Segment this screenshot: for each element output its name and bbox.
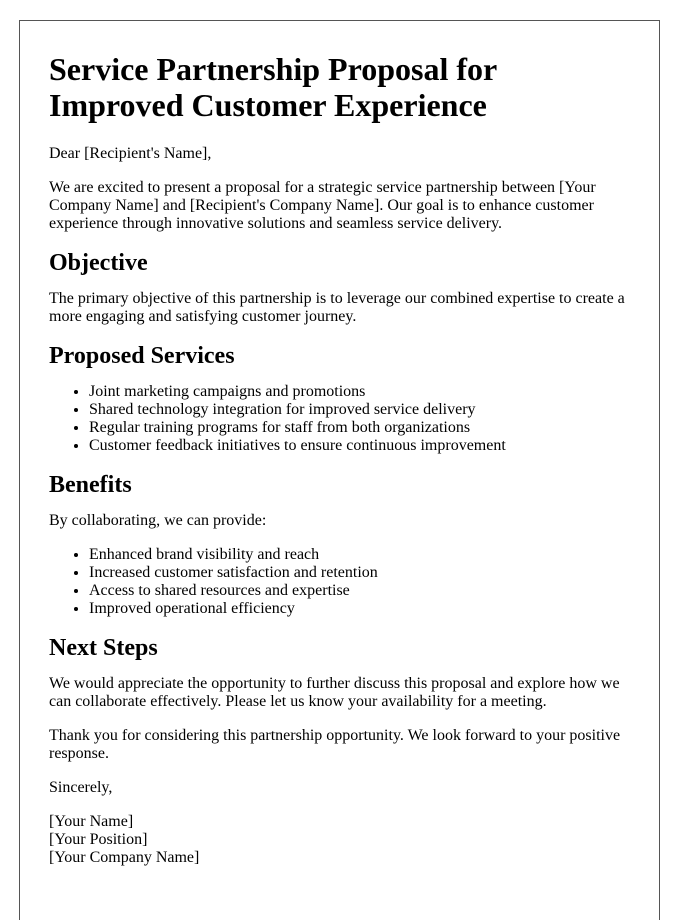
services-list <box>49 383 630 455</box>
services-section <box>49 342 630 455</box>
list-item: • Enhanced brand visibility and reach <box>89 546 630 564</box>
list-item: • Access to shared resources and expertise <box>89 582 630 600</box>
objective-section <box>49 249 630 326</box>
letter-page <box>19 20 660 920</box>
next-steps-heading: Next Steps <box>49 635 158 661</box>
services-heading: Proposed Services <box>49 343 235 369</box>
benefits-intro: By collaborating, we can provide: <box>49 512 267 529</box>
signoff: Sincerely, <box>49 779 113 796</box>
list-item: • Improved operational efficiency <box>89 600 630 618</box>
next-steps-text: We would appreciate the opportunity to further discuss this proposal and explore how we can collaborate effectively. Please let us know your availability for a meeting. <box>49 675 620 710</box>
objective-text: The primary objective of this partnership is to leverage our combined expertise to create a more engaging and satisfying customer journey. <box>49 290 625 325</box>
document-title: Service Partnership Proposal for Improved Customer Experience <box>49 51 497 123</box>
list-item: • Regular training programs for staff from both organizations <box>89 419 630 437</box>
signature-company: [Your Company Name] <box>49 849 200 866</box>
list-item: • Increased customer satisfaction and retention <box>89 564 630 582</box>
signature-block <box>49 813 630 867</box>
benefits-list <box>49 546 630 618</box>
list-item: • Customer feedback initiatives to ensure continuous improvement <box>89 437 630 455</box>
next-steps-section <box>49 634 630 711</box>
benefits-heading: Benefits <box>49 472 132 498</box>
signature-position: [Your Position] <box>49 831 148 848</box>
signature-name: [Your Name] <box>49 813 134 830</box>
closing-paragraph: Thank you for considering this partnership opportunity. We look forward to your positive response. <box>49 727 621 762</box>
greeting: Dear [Recipient's Name], <box>49 145 212 162</box>
benefits-section <box>49 471 630 618</box>
list-item: • Joint marketing campaigns and promotions <box>89 383 630 401</box>
intro-paragraph: We are excited to present a proposal for a strategic service partnership between [Your Company Name] and [Recipient's Company Name]. Our goal is to enhance customer experience through innovative solutions and seamless service delivery. <box>49 179 596 232</box>
list-item: • Shared technology integration for improved service delivery <box>89 401 630 419</box>
objective-heading: Objective <box>49 250 148 276</box>
